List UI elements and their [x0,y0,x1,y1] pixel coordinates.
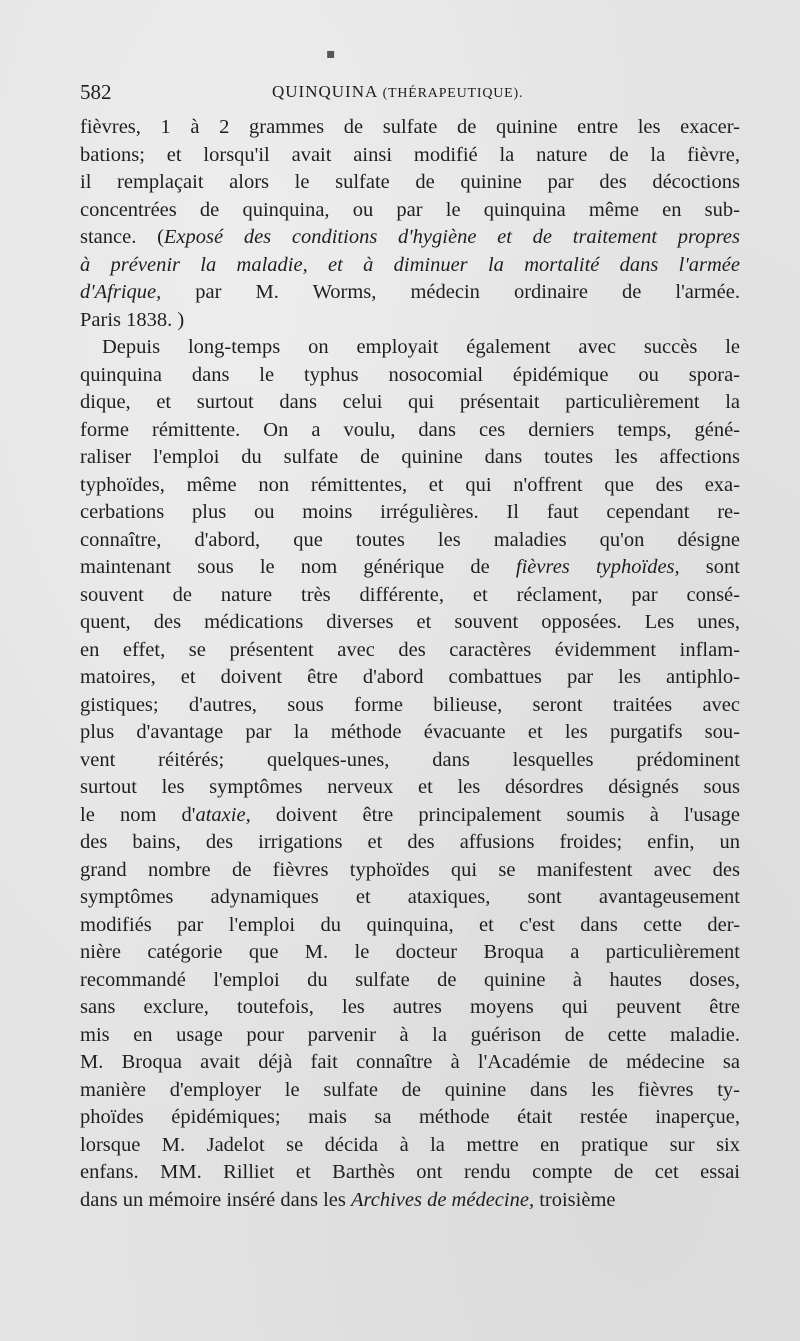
text-run: enfans. MM. Rilliet et Barthès ont rendu compte de cet essai [80,1161,740,1183]
text-run: surtout les symptômes nerveux et les désordres désignés sous [80,776,740,798]
text-line [80,252,740,280]
text-run: symptômes adynamiques et ataxiques, sont avantageusement [80,886,740,908]
text-line [80,857,740,885]
text-line [80,499,740,527]
italic-text: Archives de médecine, [350,1188,535,1211]
text-line [80,279,740,307]
text-line [80,362,740,390]
text-line [80,994,740,1022]
body-text [80,114,740,1214]
text-run: modifiés par l'emploi du quinquina, et c'est dans cette der- [80,913,740,936]
text-run: manière d'employer le sulfate de quinine dans les fièvres ty- [80,1078,740,1101]
running-head [80,80,740,110]
text-line [80,114,740,142]
text-run: troisième [534,1188,616,1211]
italic-text: d'Afrique, [80,281,162,303]
text-run: recommandé l'emploi du sulfate de quinine à hautes doses, [80,968,740,991]
text-run: typhoïdes, même non rémittentes, et qui n'offrent que des exa- [80,473,740,496]
text-line [80,967,740,995]
text-run: raliser l'emploi du sulfate de quinine dans toutes les affections [80,446,740,468]
text-run: phoïdes épidémiques; mais sa méthode était restée inaperçue, [80,1106,740,1128]
text-line [80,939,740,967]
text-run: quent, des médications diverses et souvent opposées. Les unes, [80,611,740,633]
text-line [80,637,740,665]
text-run: quinquina dans le typhus nosocomial épidémique ou spora- [80,363,740,386]
text-line [80,472,740,500]
text-run: plus d'avantage par la méthode évacuante et les purgatifs sou- [80,721,740,743]
text-run: dans un mémoire inséré dans les [80,1188,351,1211]
text-line [80,197,740,225]
text-run: nière catégorie que M. le docteur Broqua a particulièrement [80,941,740,963]
speck-mark: ▪ [326,46,336,62]
text-line [80,1022,740,1050]
text-run: forme rémittente. On a voulu, dans ces derniers temps, géné- [80,418,740,441]
text-run: vent réitérés; quelques-unes, dans lesquelles prédominent [80,748,740,771]
text-run: matoires, et doivent être d'abord combattues par les antiphlo- [80,666,740,688]
text-run: gistiques; d'autres, sous forme bilieuse, seront traitées avec [80,693,740,716]
text-run: des bains, des irrigations et des affusions froides; enfin, un [80,831,740,853]
text-line [80,554,740,582]
text-run: concentrées de quinquina, ou par le quinquina même en sub- [80,198,740,221]
text-run: lorsque M. Jadelot se décida à la mettre en pratique sur six [80,1133,740,1156]
text-line [80,142,740,170]
text-run: en effet, se présentent avec des caractères évidemment inflam- [80,638,740,661]
italic-text: ataxie, [195,803,251,826]
text-line [80,692,740,720]
text-run: souvent de nature très différente, et réclament, par consé- [80,583,740,606]
italic-text: Exposé des conditions d'hygiène et de traitement propres [163,226,740,248]
running-title [272,82,523,102]
text-run: mis en usage pour parvenir à la guérison de cette maladie. [80,1023,740,1046]
text-run: fièvres, 1 à 2 grammes de sulfate de quinine entre les exacer- [80,116,740,138]
text-line [80,664,740,692]
italic-text: à prévenir la maladie, et à diminuer la mortalité dans l'armée [80,253,740,276]
text-line [80,1104,740,1132]
text-run: doivent être principalement soumis à l'usage [250,803,741,826]
text-line [80,417,740,445]
text-run: dique, et surtout dans celui qui présentait particulièrement la [80,391,740,413]
text-run: cerbations plus ou moins irrégulières. Il faut cependant re- [80,501,740,523]
text-run: connaître, d'abord, que toutes les maladies qu'on désigne [80,528,740,551]
text-line [80,1159,740,1187]
text-run: sont [679,556,740,578]
text-line [80,802,740,830]
text-line [80,1187,740,1215]
text-run: M. Broqua avait déjà fait connaître à l'Académie de médecine sa [80,1051,740,1073]
text-line [80,1049,740,1077]
page-number: 582 [80,80,112,104]
text-line [80,334,740,362]
text-line [80,774,740,802]
italic-text: fièvres typhoïdes, [515,556,680,578]
text-line [80,912,740,940]
text-run: il remplaçait alors le sulfate de quinine par des décoctions [80,171,740,193]
text-line [80,829,740,857]
text-run: sans exclure, toutefois, les autres moyens qui peuvent être [80,996,740,1018]
text-line [80,1132,740,1160]
text-line [80,307,740,335]
text-run: maintenant sous le nom générique de [80,556,516,578]
text-line [80,527,740,555]
text-line [80,884,740,912]
text-line [80,224,740,252]
text-line [80,1077,740,1105]
running-title-main: QUINQUINA [272,82,378,101]
text-line [80,389,740,417]
text-line [80,582,740,610]
text-run: bations; et lorsqu'il avait ainsi modifié la nature de la fièvre, [80,143,740,166]
running-title-sub: (THÉRAPEUTIQUE). [382,86,524,101]
text-run: stance. ( [80,226,164,248]
text-line [80,444,740,472]
text-line [80,609,740,637]
text-run: Depuis long-temps on employait également avec succès le [102,336,740,358]
text-run: le nom d' [80,803,196,826]
text-line [80,747,740,775]
text-run: par M. Worms, médecin ordinaire de l'armée. [161,281,740,303]
text-run: grand nombre de fièvres typhoïdes qui se manifestent avec des [80,858,740,881]
text-run: Paris 1838. ) [80,308,185,331]
text-line [80,719,740,747]
text-line [80,169,740,197]
